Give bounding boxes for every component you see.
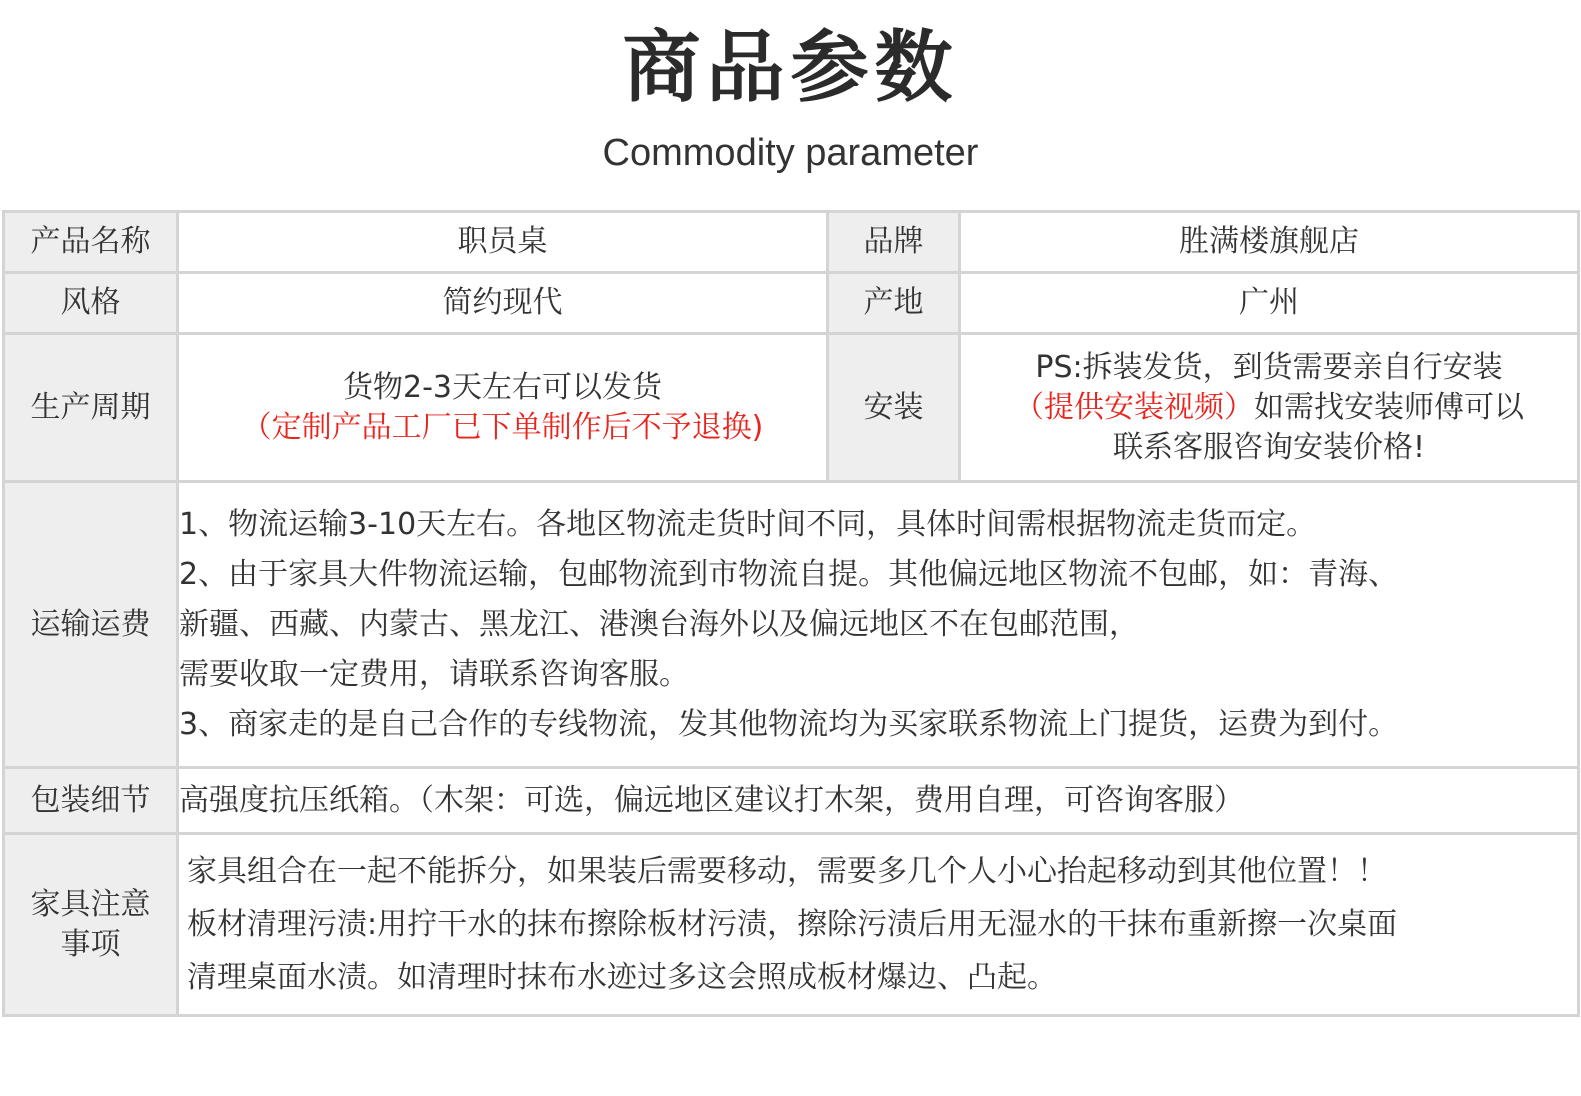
product-name-value: 职员桌 — [178, 212, 828, 273]
install-video-notice: （提供安装视频） — [1014, 389, 1254, 425]
install-line2-rest: 如需找安装师傅可以 — [1254, 389, 1524, 425]
table-row — [4, 334, 1579, 482]
shipping-label: 运输运费 — [4, 482, 178, 768]
care-line: 家具组合在一起不能拆分，如果装后需要移动，需要多几个人小心抬起移动到其他位置！！ — [187, 854, 1387, 889]
shipping-line: 需要收取一定费用，请联系咨询客服。 — [179, 656, 689, 692]
install-value — [960, 334, 1579, 482]
parameter-table — [2, 210, 1580, 1017]
shipping-line: 2、由于家具大件物流运输，包邮物流到市物流自提。其他偏远地区物流不包邮，如：青海、 — [179, 556, 1399, 592]
table-row — [4, 212, 1579, 273]
install-line2 — [961, 388, 1577, 428]
packaging-label: 包装细节 — [4, 768, 178, 834]
shipping-line: 3、商家走的是自己合作的专线物流，发其他物流均为买家联系物流上门提货，运费为到付。 — [179, 706, 1399, 742]
production-cycle-line1: 货物2-3天左右可以发货 — [343, 369, 662, 405]
shipping-value — [178, 482, 1579, 768]
care-line: 板材清理污渍:用拧干水的抹布擦除板材污渍，擦除污渍后用无湿水的干抹布重新擦一次桌面 — [187, 907, 1398, 942]
care-label-line1: 家具注意 — [30, 886, 151, 922]
install-label: 安装 — [828, 334, 960, 482]
style-label: 风格 — [4, 273, 178, 334]
brand-value: 胜满楼旗舰店 — [960, 212, 1579, 273]
table-row — [4, 834, 1579, 1016]
production-cycle-notice: （定制产品工厂已下单制作后不予退换) — [241, 409, 764, 445]
packaging-value: 高强度抗压纸箱。（木架：可选，偏远地区建议打木架，费用自理，可咨询客服） — [178, 768, 1579, 834]
table-row — [4, 273, 1579, 334]
style-value: 简约现代 — [178, 273, 828, 334]
origin-label: 产地 — [828, 273, 960, 334]
shipping-line: 新疆、西藏、内蒙古、黑龙江、港澳台海外以及偏远地区不在包邮范围， — [179, 606, 1139, 642]
care-line: 清理桌面水渍。如清理时抹布水迹过多这会照成板材爆边、凸起。 — [187, 960, 1057, 995]
table-row — [4, 482, 1579, 768]
install-line1: PS:拆装发货，到货需要亲自行安装 — [1035, 349, 1503, 385]
shipping-line: 1、物流运输3-10天左右。各地区物流走货时间不同，具体时间需根据物流走货而定。 — [179, 506, 1317, 542]
production-cycle-value — [178, 334, 828, 482]
install-line3: 联系客服咨询安装价格! — [1112, 429, 1426, 465]
page-subtitle: Commodity parameter — [602, 132, 979, 174]
origin-value: 广州 — [960, 273, 1579, 334]
table-row — [4, 768, 1579, 834]
care-label-line2: 事项 — [60, 926, 121, 962]
brand-label: 品牌 — [828, 212, 960, 273]
care-value — [178, 834, 1579, 1016]
care-label — [4, 834, 178, 1016]
page-title: 商品参数 — [622, 23, 959, 113]
production-cycle-label: 生产周期 — [4, 334, 178, 482]
product-name-label: 产品名称 — [4, 212, 178, 273]
